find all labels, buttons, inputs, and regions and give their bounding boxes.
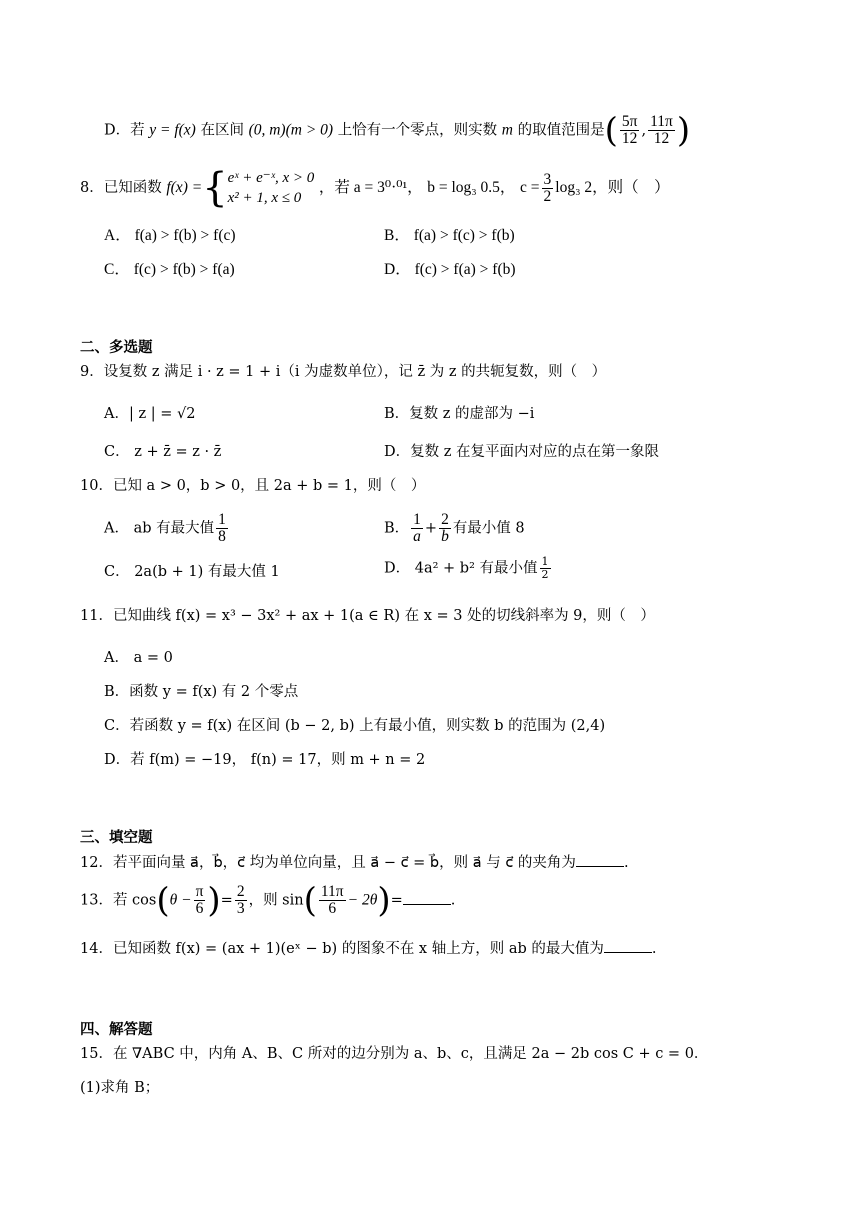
q11-stem: 11．已知曲线 f(x) = x³ − 3x² + ax + 1(a ∈ R) 在 x = 3 处的切线斜率为 9，则（ ） [80, 608, 655, 624]
q8-func: f(x) = [166, 179, 203, 196]
q14-stem: 14．已知函数 f(x) = (ax + 1)(eˣ − b) 的图象不在 x 轴上方，则 ab 的最大值为 . [80, 938, 656, 959]
paren-left: ( [604, 110, 618, 151]
brace-left: { [202, 165, 228, 211]
q7-d-mid: 在区间 [200, 122, 244, 139]
q11-option-b: B．函数 y = f(x) 有 2 个零点 [104, 684, 299, 700]
q8-piecewise: eˣ + e⁻ˣ, x > 0 x² + 1, x ≤ 0 [227, 170, 315, 206]
q8-option-a: A． f(a) > f(b) > f(c) [104, 227, 236, 244]
q7-d-prefix: D．若 [104, 122, 145, 139]
q7-d-mid2: 上恰有一个零点，则实数 [337, 122, 498, 139]
paren-right: ) [676, 110, 691, 151]
section-3-heading: 三、填空题 [80, 830, 153, 846]
q7-d-frac1: $\frac{5\pi}{12}$ [621, 113, 638, 147]
q11-option-d: D．若 f(m) = −19， f(n) = 17，则 m + n = 2 [104, 752, 426, 768]
section-4-heading: 四、解答题 [80, 1022, 153, 1038]
q15-stem: 15．在 ∇ABC 中，内角 A、B、C 所对的边分别为 a、b、c，且满足 2a − 2b cos C + c = 0． [80, 1046, 709, 1062]
q13-frac-rhs: $\frac{2}{3}$ [236, 883, 245, 917]
q9-option-a: A．| z | = √2 [104, 406, 196, 422]
q10-b-frac2: $\frac{2}{b}$ [441, 511, 449, 545]
paren-left: ( [303, 880, 317, 921]
q7-d-func: y = f(x) [149, 121, 196, 139]
q8-cond-b: b = log₃ 0.5， [427, 179, 516, 196]
q8-option-b: B． f(a) > f(c) > f(b) [384, 227, 515, 244]
q8-cond-c-frac: $\frac{3}{2}$ [543, 170, 552, 205]
q8-option-c: C． f(c) > f(b) > f(a) [104, 261, 235, 278]
q12-answer-blank [576, 852, 624, 867]
q10-option-a: A． ab 有最大值 $\frac{1}{8}$ [104, 511, 226, 545]
q12-stem: 12．若平面向量 a⃗，b⃗，c⃗ 均为单位向量，且 a⃗ − c⃗ = b⃗，则 a⃗ 与 c⃗ 的夹角为 . [80, 852, 629, 873]
q8-cond-c-post: log₃ 2，则（ ） [555, 179, 670, 196]
q9-option-b: B．复数 z 的虚部为 −i [384, 406, 535, 422]
q8-num: 8．已知函数 [80, 180, 162, 196]
q13-frac-11pi6: $\frac{11\pi}{6}$ [320, 883, 344, 917]
paren-right: ) [377, 880, 391, 921]
q10-stem: 10．已知 a > 0，b > 0，且 2a + b = 1，则（ ） [80, 478, 426, 494]
q10-option-c: C． 2a(b + 1) 有最大值 1 [104, 564, 280, 580]
q7-d-var: m [501, 121, 513, 139]
q10-b-frac1: $\frac{1}{a}$ [413, 511, 421, 545]
q11-option-c: C．若函数 y = f(x) 在区间 (b − 2, b) 上有最小值，则实数 b 的范围为 (2,4) [104, 718, 606, 734]
paren-right: ) [207, 880, 221, 921]
q13-frac-pi6: $\frac{\pi}{6}$ [195, 883, 204, 917]
q9-option-c: C． z + z̄ = z · z̄ [104, 444, 222, 460]
q8-stem [80, 165, 670, 211]
q8-cond-a: ，若 a = 3⁰·⁰¹， [318, 179, 423, 196]
q8-cond-c-pre: c = [520, 179, 540, 196]
q10-option-b: B． $\frac{1}{a}$ + $\frac{2}{b}$ 有最小值 8 [384, 511, 525, 545]
q10-a-frac: $\frac{1}{8}$ [218, 511, 226, 545]
q10-d-frac: $\frac{1}{2}$ [541, 555, 549, 581]
q11-option-a: A． a = 0 [104, 650, 173, 666]
q7-d-interval: (0, m)(m > 0) [248, 121, 334, 139]
q10-option-d: D． 4a² + b² 有最小值 $\frac{1}{2}$ [384, 555, 549, 581]
section-2-heading: 二、多选题 [80, 340, 153, 356]
q13-stem: 13．若 cos(θ − $\frac{\pi}{6}$ )= $\frac{2}{3}$ ，则 sin( $\frac{11\pi}{6}$ − 2θ)= . [80, 880, 456, 921]
q9-stem: 9．设复数 z 满足 i · z = 1 + i（i 为虚数单位），记 z̄ 为 z 的共轭复数，则（ ） [80, 364, 607, 380]
paren-left: ( [156, 880, 170, 921]
q7-d-frac2: $\frac{11\pi}{12}$ [650, 113, 673, 147]
q15-part1: (1)求角 B； [80, 1080, 160, 1096]
q9-option-d: D．复数 z 在复平面内对应的点在第一象限 [384, 444, 659, 460]
q8-option-d: D． f(c) > f(a) > f(b) [384, 261, 516, 278]
q7-option-d: D．若 y = f(x) 在区间 (0, m)(m > 0) 上恰有一个零点，则实数 m 的取值范围是( $\frac{5\pi}{12}$ , $\frac{11\pi}{12}$ ) [104, 110, 691, 151]
q14-answer-blank [604, 938, 652, 953]
q13-answer-blank [403, 890, 451, 905]
q7-d-mid3: 的取值范围是 [517, 122, 605, 139]
